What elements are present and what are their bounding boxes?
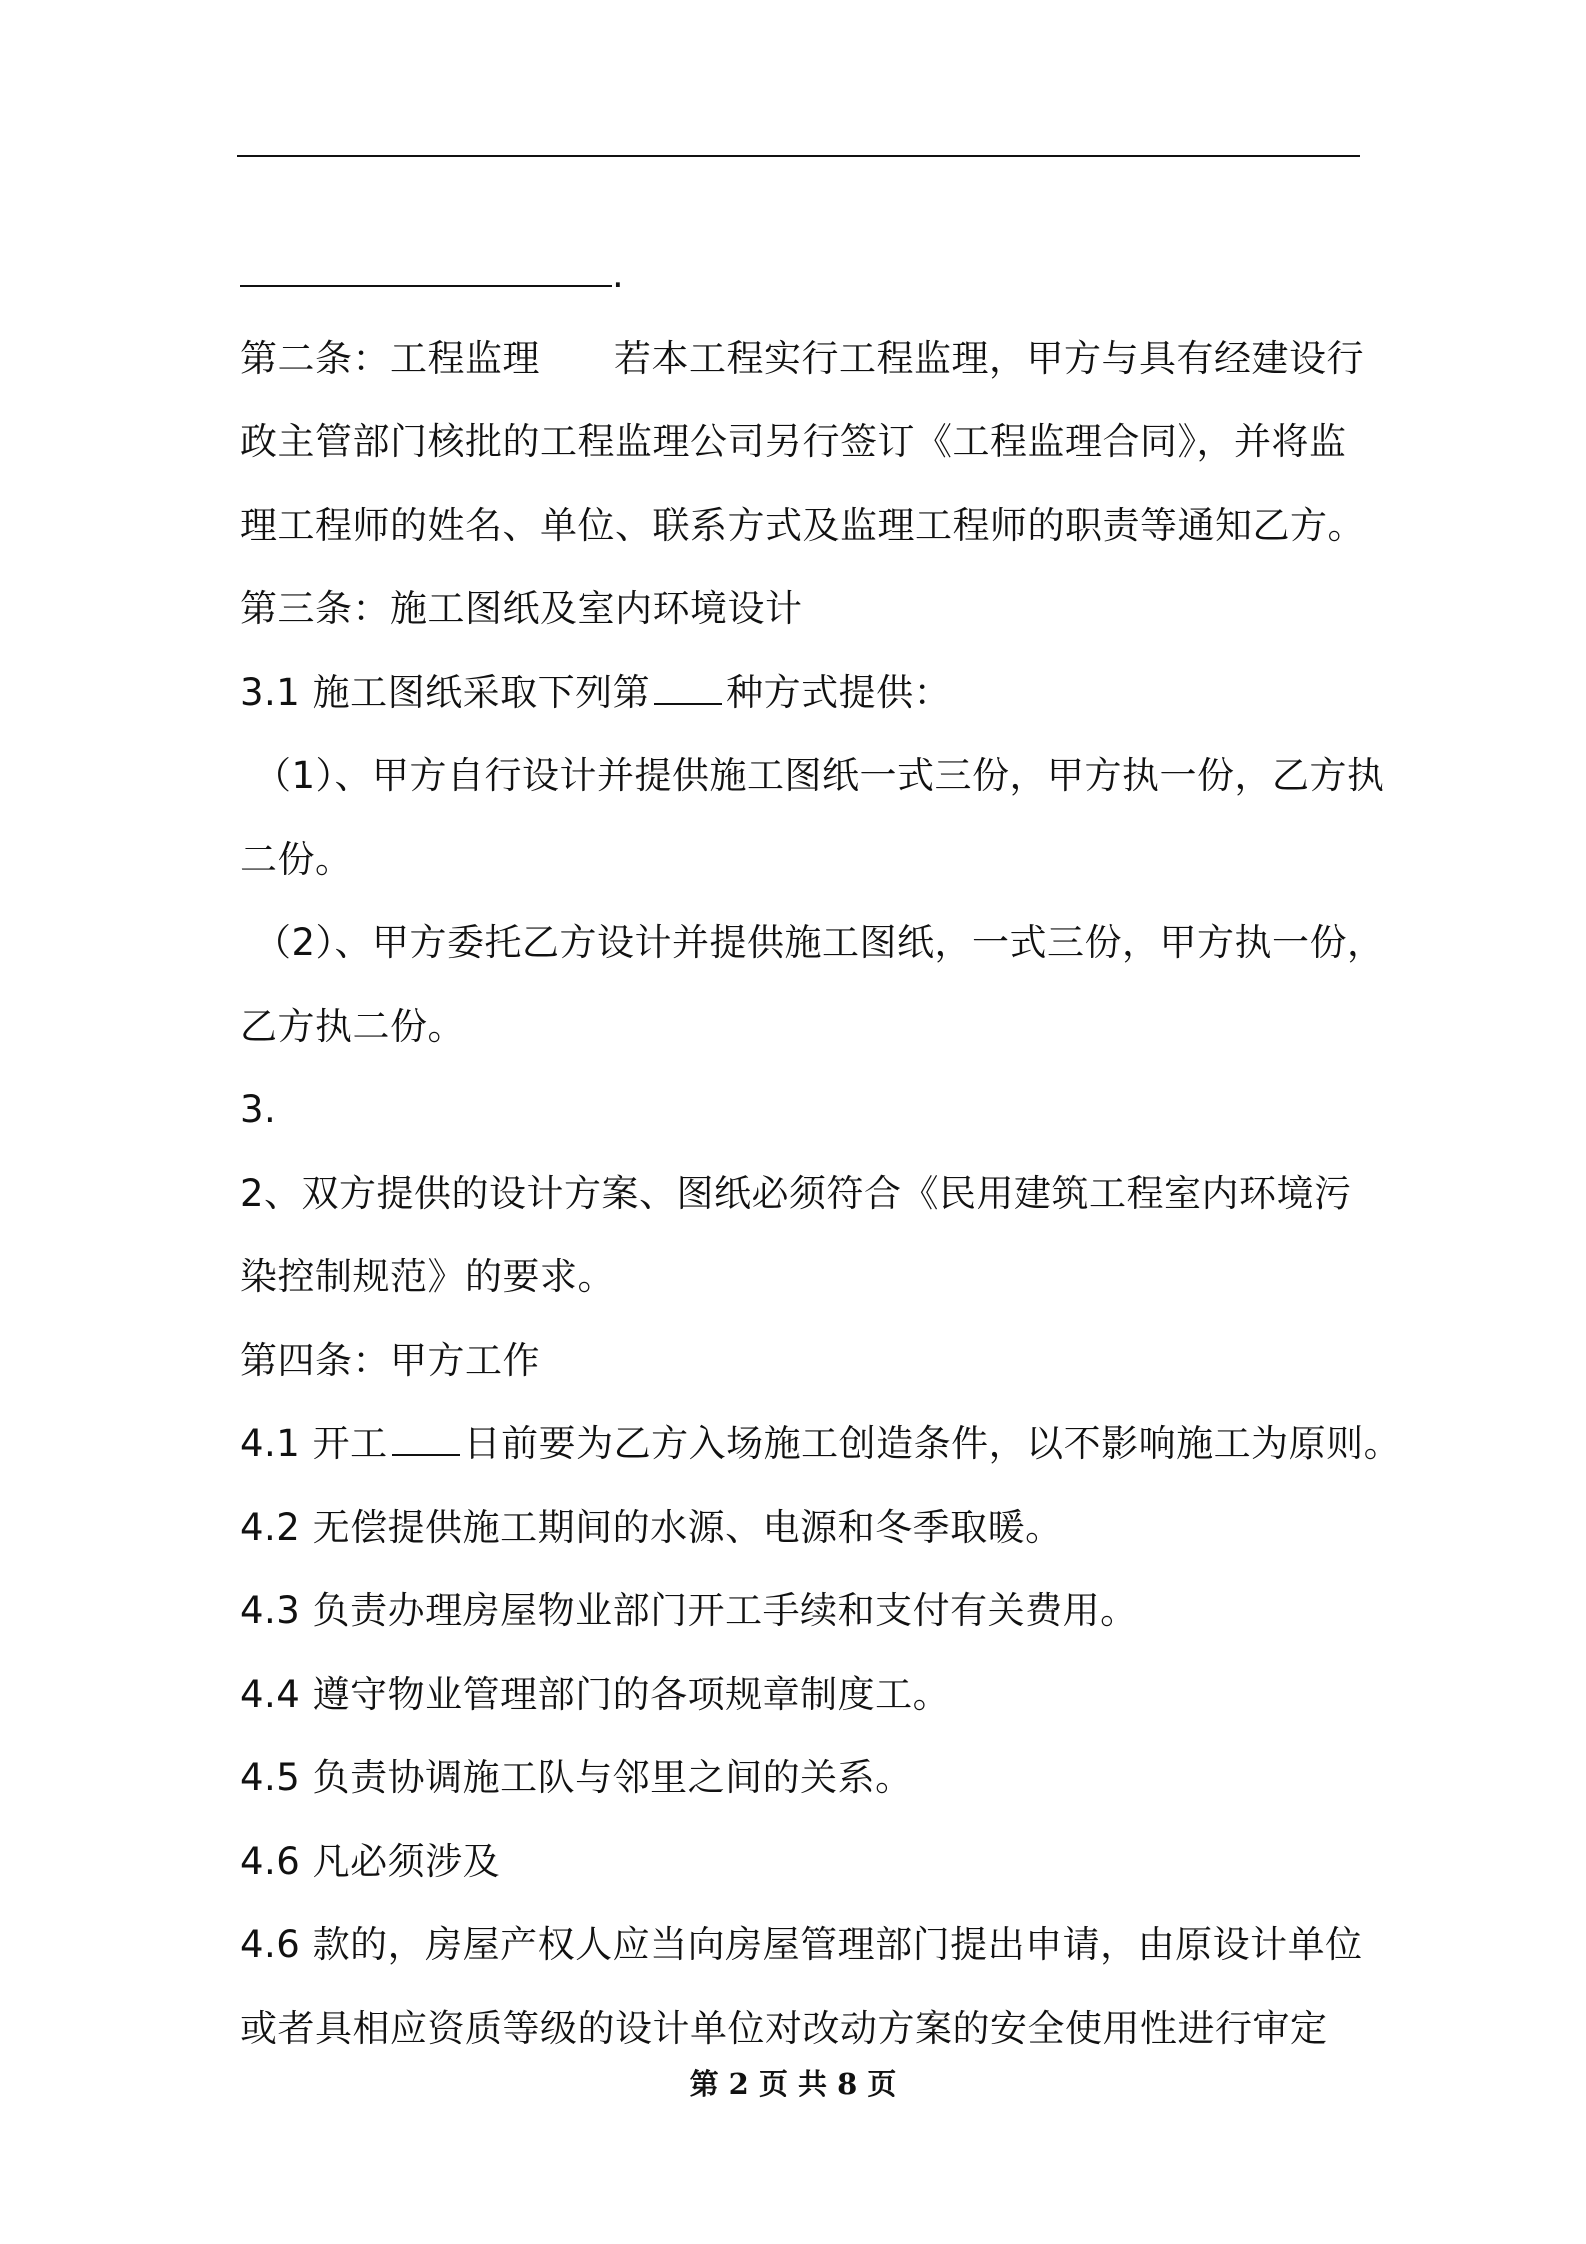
top-fill-line xyxy=(237,155,1360,157)
paragraph-line: 二份。 xyxy=(240,837,353,881)
paragraph-line: 政主管部门核批的工程监理公司另行签订《工程监理合同》，并将监 xyxy=(240,420,1347,463)
paragraph-line: 乙方执二份。 xyxy=(240,1004,465,1048)
page-number-footer: 第 2 页 共 8 页 xyxy=(689,2067,897,2101)
blank-fill-line xyxy=(240,245,612,287)
clause-4-1-text-b: 日前要为乙方入场施工创造条件，以不影响施工为原则。 xyxy=(463,1422,1402,1465)
article-4-heading: 第四条：甲方工作 xyxy=(240,1338,540,1382)
option-2-text: （2）、甲方委托乙方设计并提供施工图纸，一式三份，甲方执一份， xyxy=(254,921,1385,964)
article-2-text: 若本工程实行工程监理，甲方与具有经建设行 xyxy=(614,336,1364,380)
clause-4-4: 4.4 遵守物业管理部门的各项规章制度工。 xyxy=(240,1672,951,1716)
clause-4-1-text-a: 4.1 开工 xyxy=(240,1422,388,1465)
option-1-text: （1）、甲方自行设计并提供施工图纸一式三份，甲方执一份，乙方执 xyxy=(254,754,1385,797)
clause-4-2: 4.2 无偿提供施工期间的水源、电源和冬季取暖。 xyxy=(240,1505,1063,1549)
paragraph-line: 理工程师的姓名、单位、联系方式及监理工程师的职责等通知乙方。 xyxy=(240,503,1365,547)
clause-3-1-text-a: 3.1 施工图纸采取下列第 xyxy=(240,670,651,714)
clause-number: 3. xyxy=(240,1088,277,1131)
document-body xyxy=(240,233,1402,2070)
clause-3-1 xyxy=(240,651,1365,735)
paragraph-line: 染控制规范》的要求。 xyxy=(240,1255,615,1298)
paragraph-line: 4.6 款的，房屋产权人应当向房屋管理部门提出申请，由原设计单位 xyxy=(240,1923,1363,1966)
article-2-heading xyxy=(240,317,1365,401)
paragraph-line: 或者具相应资质等级的设计单位对改动方案的安全使用性进行审定 xyxy=(240,2006,1328,2050)
blank-fill-field xyxy=(392,1416,460,1456)
clause-4-5: 4.5 负责协调施工队与邻里之间的关系。 xyxy=(240,1756,913,1799)
fill-line-row xyxy=(240,233,1365,317)
blank-fill-field xyxy=(654,665,722,705)
clause-4-1 xyxy=(240,1402,1402,1486)
article-3-heading: 第三条：施工图纸及室内环境设计 xyxy=(240,587,803,630)
option-1 xyxy=(240,734,1385,818)
clause-4-3: 4.3 负责办理房屋物业部门开工手续和支付有关费用。 xyxy=(240,1589,1138,1632)
clause-3-1-text-b: 种方式提供： xyxy=(726,670,952,714)
period-mark: . xyxy=(612,253,625,296)
paragraph-line: 2、双方提供的设计方案、图纸必须符合《民用建筑工程室内环境污 xyxy=(240,1171,1352,1215)
clause-4-6: 4.6 凡必须涉及 xyxy=(240,1839,501,1883)
option-2 xyxy=(240,901,1385,985)
article-2-title: 第二条：工程监理 xyxy=(240,336,540,380)
